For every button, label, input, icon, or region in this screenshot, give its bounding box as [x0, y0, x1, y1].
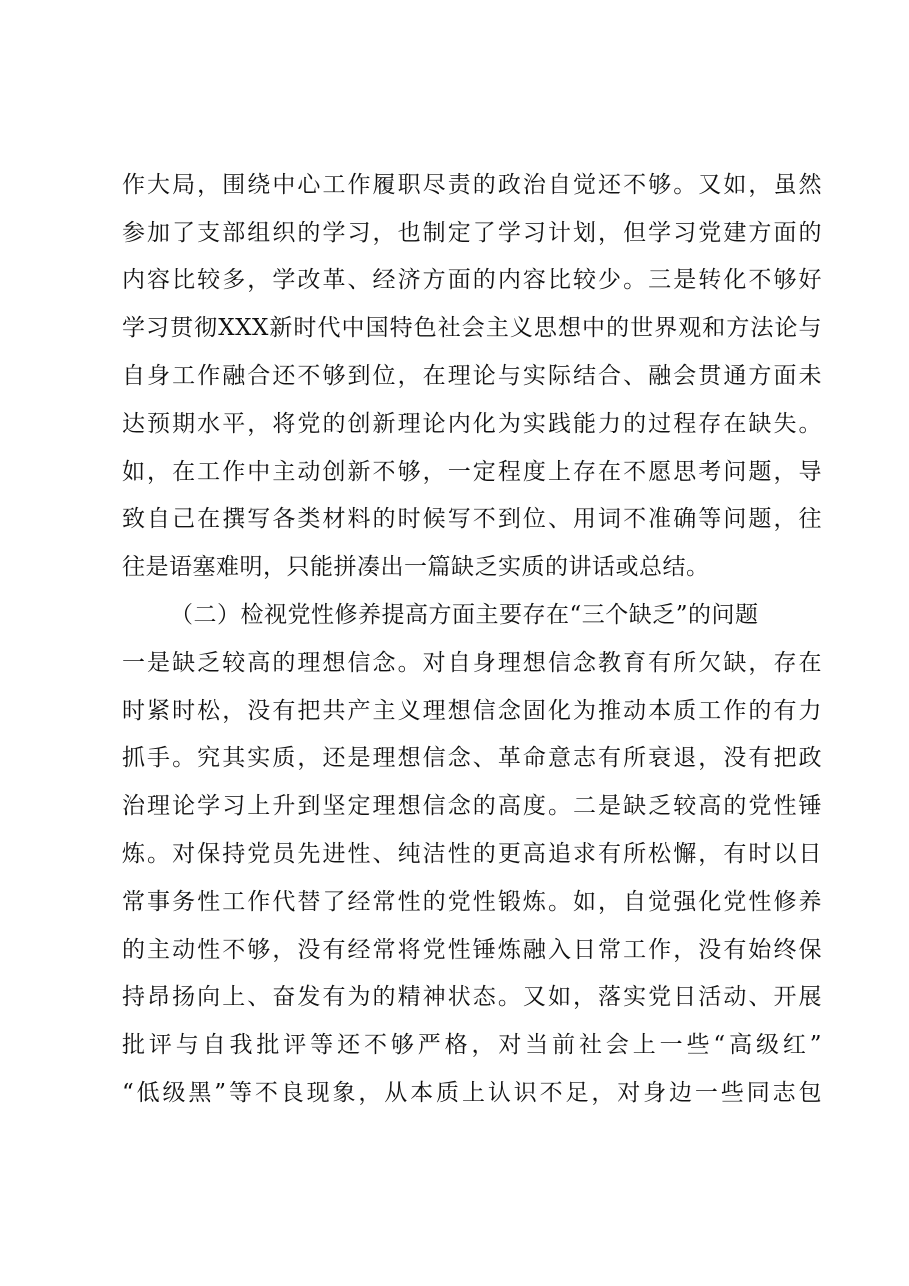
text-line: 学习贯彻XXX新时代中国特色社会主义思想中的世界观和方法论与 — [122, 315, 822, 341]
text-line: “低级黑”等不良现象，从本质上认识不足，对身边一些同志包 — [122, 1080, 822, 1106]
text-line: 常事务性工作代替了经常性的党性锻炼。如，自觉强化党性修养 — [122, 889, 822, 915]
text-line: 参加了支部组织的学习，也制定了学习计划，但学习党建方面的 — [122, 220, 822, 246]
section-heading: （二）检视党性修养提高方面主要存在“三个缺乏”的问题 — [170, 602, 759, 628]
text-line: 作大局，围绕中心工作履职尽责的政治自觉还不够。又如，虽然 — [122, 172, 822, 198]
text-line: 的主动性不够，没有经常将党性锤炼融入日常工作，没有始终保 — [122, 937, 822, 963]
text-line: 批评与自我批评等还不够严格，对当前社会上一些“高级红” — [122, 1032, 822, 1058]
text-line: 达预期水平，将党的创新理论内化为实践能力的过程存在缺失。 — [122, 411, 822, 437]
text-line: 一是缺乏较高的理想信念。对自身理想信念教育有所欠缺，存在 — [122, 650, 822, 676]
text-line: 往是语塞难明，只能拼凑出一篇缺乏实质的讲话或总结。 — [122, 554, 710, 580]
text-line: 内容比较多，学改革、经济方面的内容比较少。三是转化不够好 — [122, 267, 822, 293]
text-line: 炼。对保持党员先进性、纯洁性的更高追求有所松懈，有时以日 — [122, 841, 822, 867]
text-line: 抓手。究其实质，还是理想信念、革命意志有所衰退，没有把政 — [122, 745, 822, 771]
text-line: 持昂扬向上、奋发有为的精神状态。又如，落实党日活动、开展 — [122, 984, 822, 1010]
text-line: 致自己在撰写各类材料的时候写不到位、用词不准确等问题，往 — [122, 506, 822, 532]
text-line: 自身工作融合还不够到位，在理论与实际结合、融会贯通方面未 — [122, 363, 822, 389]
text-line: 治理论学习上升到坚定理想信念的高度。二是缺乏较高的党性锤 — [122, 793, 822, 819]
text-line: 如，在工作中主动创新不够，一定程度上存在不愿思考问题，导 — [122, 459, 822, 485]
text-line: 时紧时松，没有把共产主义理想信念固化为推动本质工作的有力 — [122, 698, 822, 724]
